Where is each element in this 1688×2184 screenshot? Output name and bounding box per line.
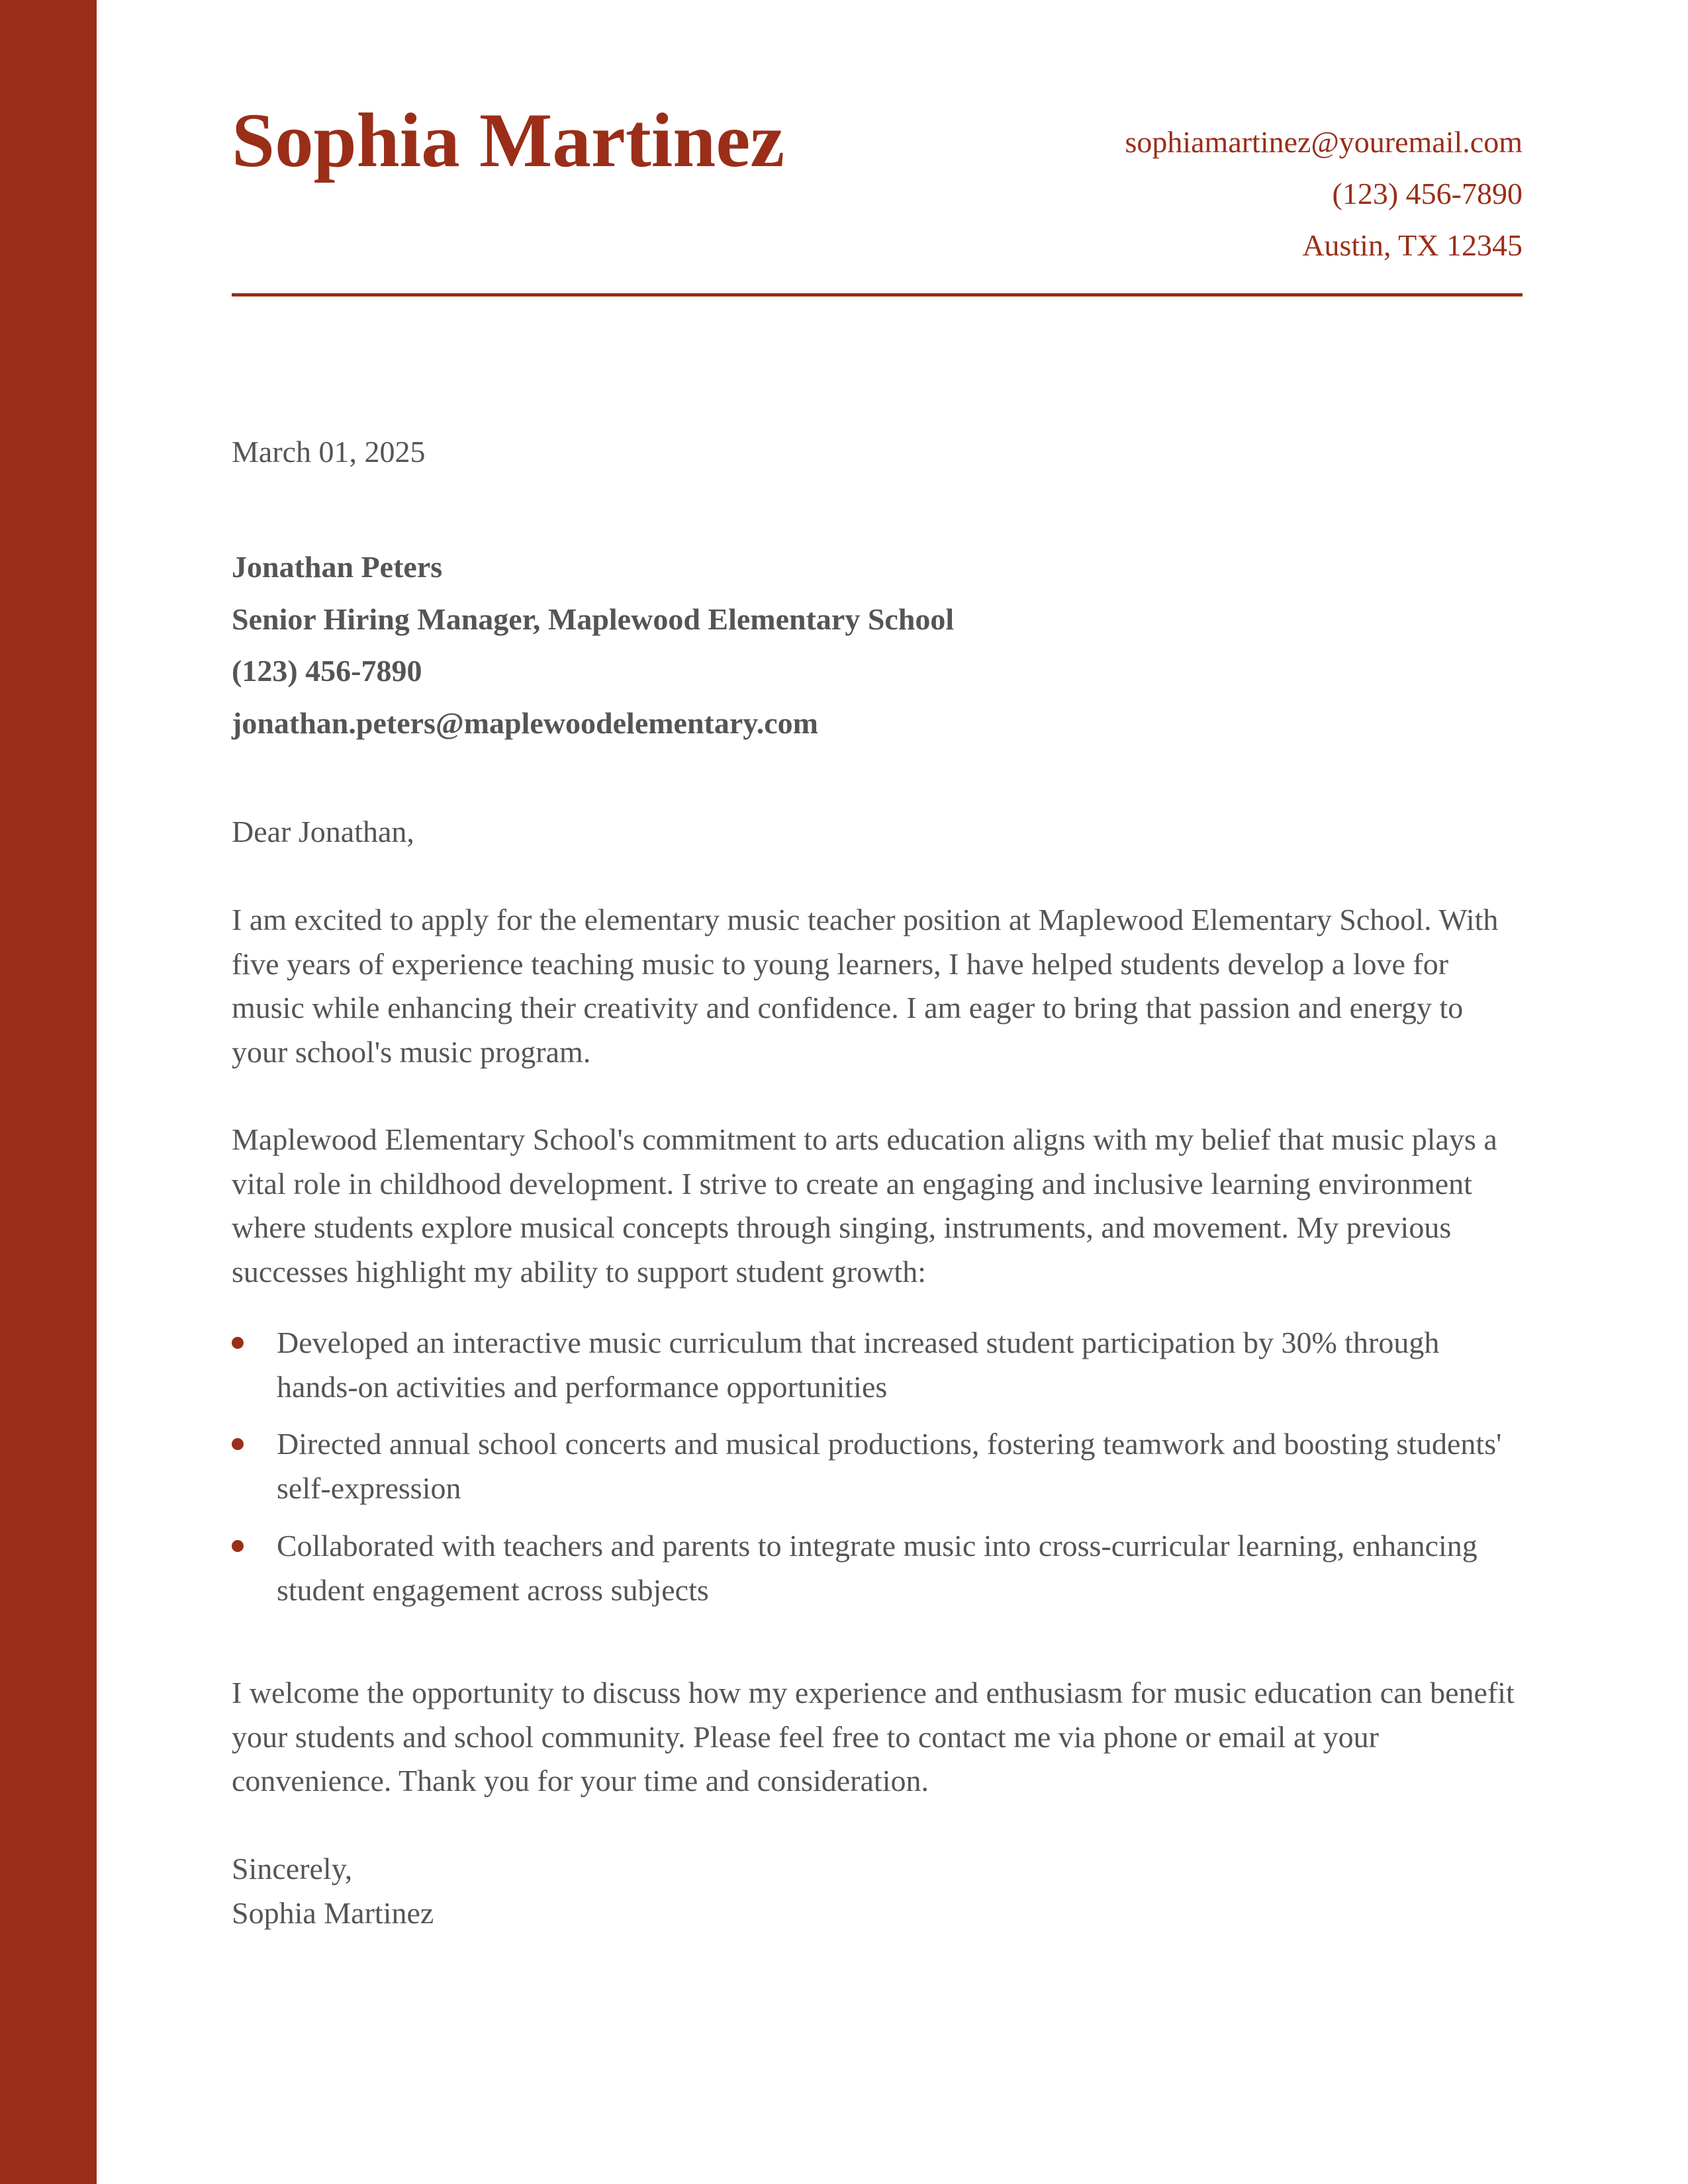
closing-paragraph: I welcome the opportunity to discuss how my experience and enthusiasm for music education can benefit your students and school community. Please feel free to contact me via phone or email at your convenience. Thank you for your time and consideration. xyxy=(232,1676,1515,1798)
letter-header xyxy=(232,0,1523,299)
cover-letter-page xyxy=(232,0,1523,1930)
recipient-name: Jonathan Peters xyxy=(232,550,443,584)
recipient-title: Senior Hiring Manager, Maplewood Elementary School xyxy=(232,602,955,636)
intro-paragraph: I am excited to apply for the elementary music teacher position at Maplewood Elementary School. With five years of experience teaching music to young learners, I have helped students develop a love for music while enhancing their creativity and confidence. I am eager to bring that passion and energy to your school's music program. xyxy=(232,903,1499,1069)
list-item-text: Developed an interactive music curriculum that increased student participation by 30% through hands-on activities and performance opportunities xyxy=(277,1326,1440,1404)
closing-salutation: Sincerely, xyxy=(232,1852,353,1886)
list-item xyxy=(232,1422,1523,1510)
recipient-email: jonathan.peters@maplewoodelementary.com xyxy=(232,705,818,740)
achievements-list xyxy=(232,1321,1523,1625)
list-item-text: Collaborated with teachers and parents to integrate music into cross-curricular learning, enhancing student engagement across subjects xyxy=(277,1528,1477,1607)
signature-name: Sophia Martinez xyxy=(232,1895,434,1930)
bullet-icon xyxy=(232,1438,244,1450)
sender-name: Sophia Martinez xyxy=(232,98,785,183)
bullet-icon xyxy=(232,1540,244,1552)
sender-phone: (123) 456-7890 xyxy=(1332,177,1523,210)
sender-email: sophiamartinez@youremail.com xyxy=(1125,125,1523,159)
list-item-text: Directed annual school concerts and musical productions, fostering teamwork and boosting students' self-expression xyxy=(277,1427,1502,1506)
signoff-block xyxy=(232,1847,434,1935)
sender-location: Austin, TX 12345 xyxy=(1302,228,1523,262)
list-item xyxy=(232,1321,1523,1409)
accent-side-bar xyxy=(0,0,97,2184)
alignment-paragraph: Maplewood Elementary School's commitment to arts education aligns with my belief that music plays a vital role in childhood development. I strive to create an engaging and inclusive learning environment where students explore musical concepts through singing, instruments, and movement. My previous successes highlight my ability to support student growth: xyxy=(232,1122,1497,1289)
bullet-icon xyxy=(232,1337,244,1349)
sender-contact-block xyxy=(1125,116,1523,271)
recipient-phone: (123) 456-7890 xyxy=(232,654,422,688)
recipient-block xyxy=(232,541,954,749)
letter-greeting: Dear Jonathan, xyxy=(232,815,414,848)
header-divider xyxy=(232,293,1523,296)
list-item xyxy=(232,1524,1523,1612)
letter-date: March 01, 2025 xyxy=(232,435,426,469)
